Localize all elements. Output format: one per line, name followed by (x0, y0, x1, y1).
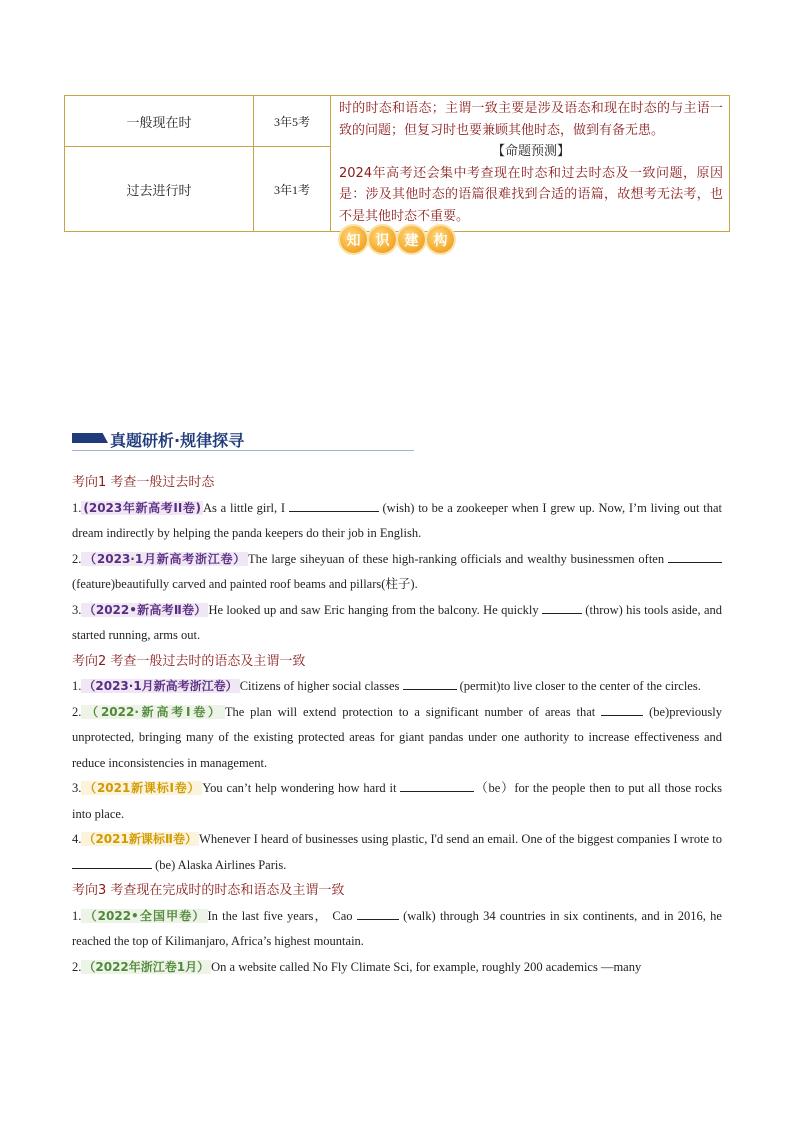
group-heading: 考向1 考查一般过去时态 (72, 475, 215, 490)
analysis-text: 时的时态和语态；主谓一致主要是涉及语态和现在时态的与主语一致的问题；但复习时也要兼顾其他时态，做到有备无患。 (339, 101, 723, 138)
group-heading: 考向3 考查现在完成时的时态和语态及主谓一致 (72, 883, 345, 898)
item-text: On a website called No Fly Climate Sci, for example, roughly 200 academics —many (211, 959, 642, 974)
item-text: (walk) through 34 countries in six continents, and in 2016, he reached the top of Kilimanjaro, Africa’s highest mountain. (72, 908, 722, 948)
item-number: 2. (72, 551, 82, 566)
answer-blank[interactable] (72, 856, 152, 869)
item-text: Whenever I heard of businesses using plastic, I'd send an email. One of the biggest companies I wrote to (199, 832, 722, 846)
answer-blank[interactable] (357, 907, 399, 920)
exercise-item (72, 700, 722, 777)
badge-char: 识 (369, 226, 396, 253)
item-text: Citizens of higher social classes (239, 679, 403, 693)
item-number: 4. (72, 832, 82, 846)
item-number: 3. (72, 602, 82, 617)
topic-cell: 过去进行时 (65, 147, 254, 232)
source-tag: （2023·1月新高考浙江卷） (83, 679, 238, 693)
answer-blank[interactable] (542, 601, 582, 614)
knowledge-badge (340, 226, 454, 253)
item-text: He looked up and saw Eric hanging from the balcony. He quickly (208, 602, 542, 617)
prediction-label: 【命题预测】 (491, 144, 570, 159)
exercise-item (72, 955, 722, 981)
badge-char: 构 (427, 226, 454, 253)
exercise-item (72, 496, 722, 547)
answer-blank[interactable] (403, 677, 457, 690)
exercise-item (72, 674, 722, 700)
item-number: 1. (72, 500, 82, 515)
item-number: 2. (72, 704, 82, 719)
answer-blank[interactable] (400, 779, 474, 792)
analysis-cell (331, 96, 730, 232)
badge-char: 建 (398, 226, 425, 253)
source-tag: (2023年新高考II卷) (83, 500, 202, 515)
frequency-cell: 3年5考 (254, 96, 331, 147)
item-text: As a little girl, I (203, 500, 289, 515)
item-text: (be)previously unprotected, bringing many of the existing protected areas for giant pandas under one authority to increase effectiveness and reduce inconsistencies in management. (72, 704, 722, 770)
item-number: 1. (72, 679, 82, 693)
summary-table (64, 95, 730, 232)
exercise-item (72, 598, 722, 649)
source-tag: （2021新课标Ⅰ卷） (83, 781, 201, 795)
source-tag: （2022年浙江卷1月） (83, 959, 210, 974)
answer-blank[interactable] (289, 499, 379, 512)
answer-blank[interactable] (601, 703, 643, 716)
item-text: (be) Alaska Airlines Paris. (152, 857, 287, 872)
item-text: (permit)to live closer to the center of the circles. (456, 679, 701, 693)
section-title (72, 428, 414, 451)
item-text: The large siheyuan of these high-ranking officials and wealthy businessmen often (248, 551, 668, 566)
item-number: 2. (72, 959, 82, 974)
exercise-item (72, 776, 722, 827)
source-tag: （2022•新高考Ⅱ卷） (83, 602, 207, 617)
topic-cell: 一般现在时 (65, 96, 254, 147)
exercise-item (72, 904, 722, 955)
item-number: 1. (72, 908, 82, 923)
item-text: (feature)beautifully carved and painted roof beams and pillars(柱子). (72, 577, 418, 591)
source-tag: （2021新课标Ⅱ卷） (83, 832, 198, 846)
exercise-item (72, 547, 722, 598)
section-bar-icon (72, 433, 108, 443)
source-tag: （2023·1月新高考浙江卷） (83, 551, 247, 566)
item-text: In the last five years， Cao (207, 908, 357, 923)
item-text: （be）for the people then to put all those rocks into place. (72, 781, 722, 821)
item-text: (throw) his tools aside, and started running, arms out. (72, 602, 722, 642)
badge-char: 知 (340, 226, 367, 253)
item-text: (wish) to be a zookeeper when I grew up. Now, I’m living out that dream indirectly by helping the panda keepers do their job in English. (72, 500, 722, 540)
item-text: The plan will extend protection to a significant number of areas that (224, 704, 602, 719)
exercise-item (72, 827, 722, 878)
source-tag: （2022•全国甲卷） (83, 908, 206, 923)
item-number: 3. (72, 781, 82, 795)
section-title-text: 真题研析·规律探寻 (110, 431, 245, 450)
exercise-content (72, 470, 722, 980)
source-tag: （2022·新高考Ⅰ卷） (83, 704, 223, 719)
frequency-cell: 3年1考 (254, 147, 331, 232)
answer-blank[interactable] (668, 550, 722, 563)
group-heading: 考向2 考查一般过去时的语态及主谓一致 (72, 653, 306, 669)
prediction-text: 2024年高考还会集中考查现在时态和过去时态及一致问题，原因是：涉及其他时态的语篇很难找到合适的语篇，故想考无法考，也不是其他时态不重要。 (339, 165, 723, 224)
item-text: You can’t help wondering how hard it (202, 781, 401, 795)
